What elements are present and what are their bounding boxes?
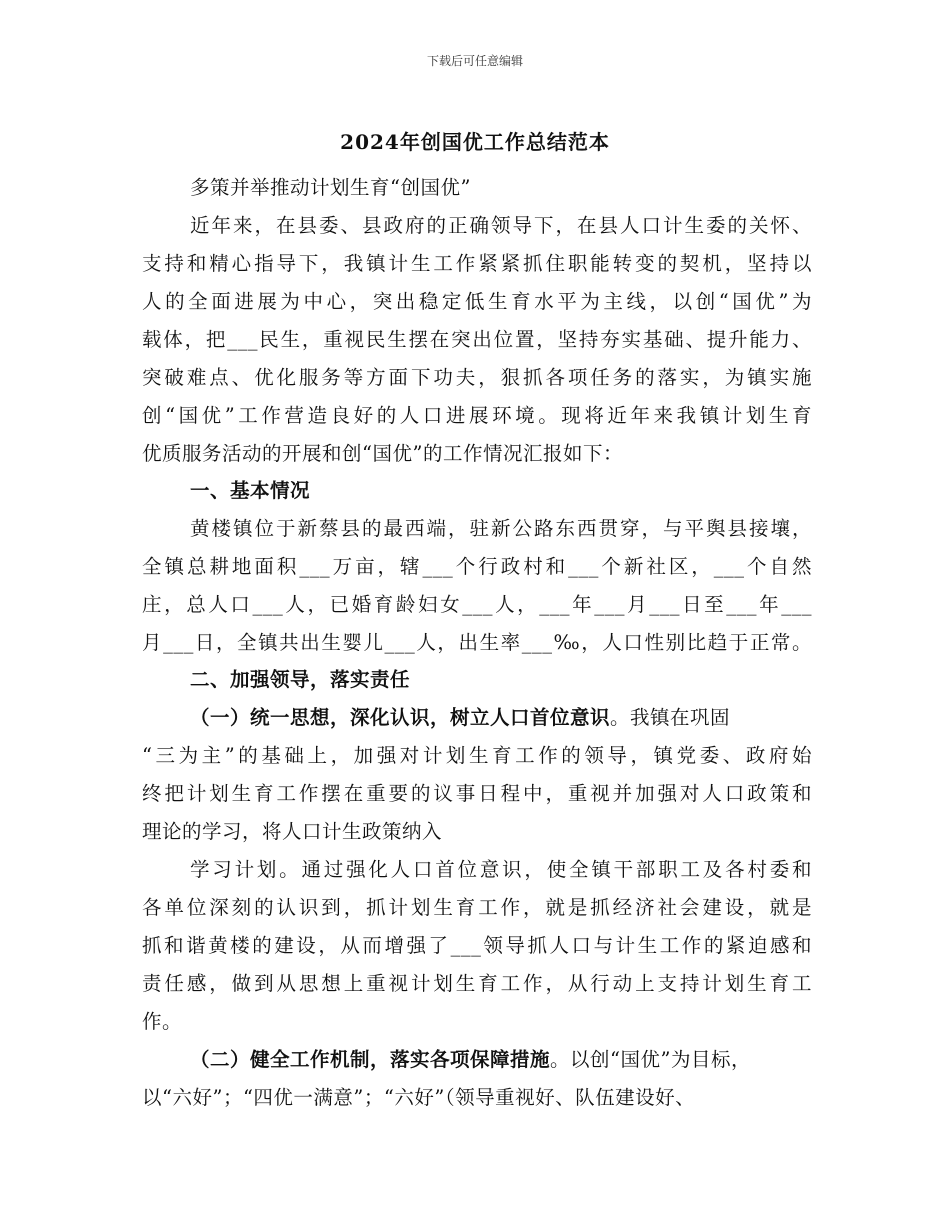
section-heading-leadership: 二、加强领导，落实责任 [190,668,411,691]
paragraph-text: 。以创“国优”为目标， [550,1048,751,1071]
section2-line: 各单位深刻的认识到，抓计划生育工作，就是抓经济社会建设，就是 [142,896,812,919]
subheading-unify-thinking: （一）统一思想，深化认识，树立人口首位意识 [190,706,611,729]
paragraph-lead [190,1048,812,1072]
section1-line: 黄楼镇位于新蔡县的最西端，驻新公路东西贯穿，与平舆县接壤， [190,517,812,540]
section2-line: “三为主”的基础上，加强对计划生育工作的领导，镇党委、政府始 [142,744,812,767]
intro-line: 突破难点、优化服务等方面下功夫，狠抓各项任务的落实，为镇实施 [142,366,812,389]
section2-line: 理论的学习，将人口计生政策纳入 [142,820,443,843]
section2-line: 抓和谐黄楼的建设，从而增强了___领导抓人口与计生工作的紧迫感和 [142,934,812,957]
subtitle: 多策并举推动计划生育“创国优” [190,176,471,199]
section1-line: 全镇总耕地面积___万亩，辖___个行政村和___个新社区，___个自然 [142,555,812,578]
intro-line: 载体，把___民生，重视民生摆在突出位置，坚持夯实基础、提升能力、 [142,328,812,351]
page-title: 2024年创国优工作总结范本 [340,130,610,154]
subheading-work-mechanism: （二）健全工作机制，落实各项保障措施 [190,1048,551,1071]
section2-line: 终把计划生育工作摆在重要的议事日程中，重视并加强对人口政策和 [142,782,812,805]
intro-line: 人的全面进展为中心，突出稳定低生育水平为主线，以创“国优”为 [142,290,812,313]
section2-line: 作。 [142,1010,183,1033]
section1-line: 月___日，全镇共出生婴儿___人，出生率___‰，人口性别比趋于正常。 [142,631,812,654]
page-header: 下载后可任意编辑 [426,54,523,68]
section1-line: 庄，总人口___人，已婚育龄妇女___人，___年___月___日至___年___ [142,593,812,616]
section2-line: 责任感，做到从思想上重视计划生育工作，从行动上支持计划生育工 [142,972,812,995]
section-heading-basic: 一、基本情况 [190,479,311,502]
intro-line: 近年来，在县委、县政府的正确领导下，在县人口计生委的关怀、 [190,214,812,237]
section2-line: 以“六好”；“四优一满意”；“六好”（领导重视好、队伍建设好、 [142,1086,696,1109]
paragraph-lead [190,706,812,730]
intro-line: 支持和精心指导下，我镇计生工作紧紧抓住职能转变的契机，坚持以 [142,252,812,275]
paragraph-text: 。我镇在巩固 [610,706,731,729]
intro-line: 优质服务活动的开展和创“国优”的工作情况汇报如下： [142,442,623,465]
section2-line: 学习计划。通过强化人口首位意识，使全镇干部职工及各村委和 [190,858,812,881]
intro-line: 创“国优”工作营造良好的人口进展环境。现将近年来我镇计划生育 [142,404,812,427]
